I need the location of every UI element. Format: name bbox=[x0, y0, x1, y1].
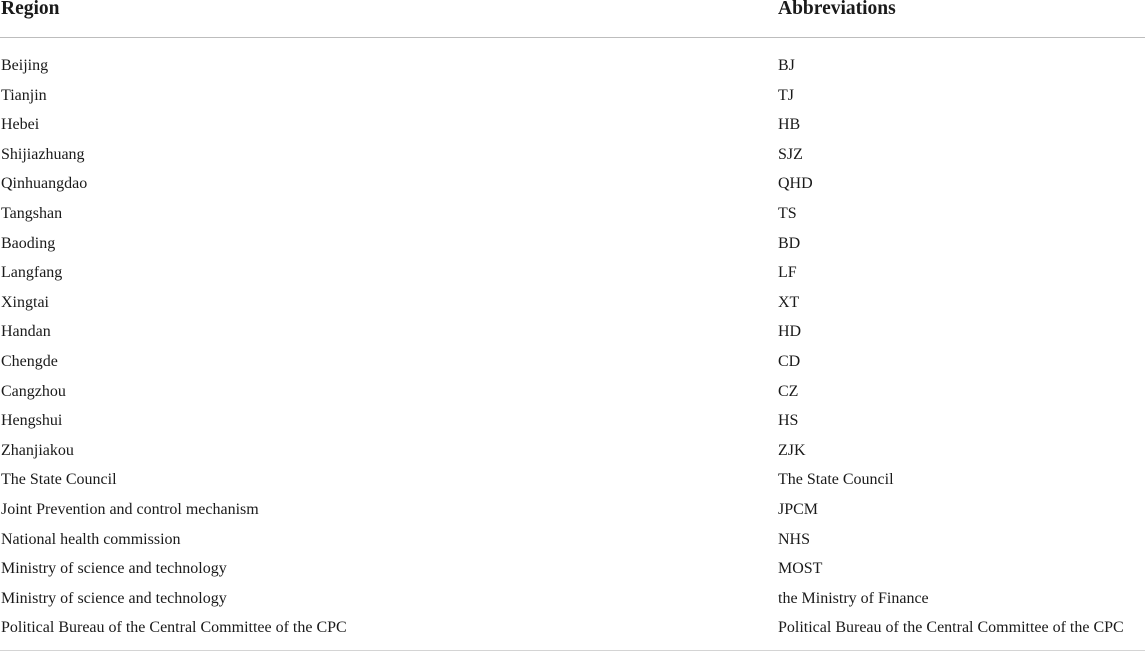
table-body bbox=[0, 38, 1145, 643]
table-row bbox=[0, 110, 1145, 140]
table-row bbox=[0, 495, 1145, 525]
cell-region: Joint Prevention and control mechanism bbox=[1, 500, 259, 518]
cell-region: Hebei bbox=[1, 116, 40, 134]
cell-region: Tangshan bbox=[1, 204, 63, 222]
cell-abbreviation: TS bbox=[778, 204, 797, 222]
cell-abbreviation: BJ bbox=[778, 57, 795, 74]
cell-region: Baoding bbox=[1, 234, 56, 252]
cell-region: Langfang bbox=[1, 264, 63, 282]
cell-abbreviation: TJ bbox=[778, 86, 794, 104]
table-row bbox=[0, 229, 1145, 259]
cell-region: Ministry of science and technology bbox=[1, 589, 227, 607]
table-row bbox=[0, 169, 1145, 199]
table-bottom-rule bbox=[0, 650, 1145, 651]
cell-abbreviation: NHS bbox=[778, 530, 811, 548]
table-row bbox=[0, 199, 1145, 229]
cell-abbreviation: SJZ bbox=[778, 145, 803, 163]
table-row bbox=[0, 347, 1145, 377]
cell-region: National health commission bbox=[1, 530, 181, 548]
cell-abbreviation: The State Council bbox=[778, 471, 894, 489]
cell-region: Beijing bbox=[1, 57, 49, 74]
column-header-region: Region bbox=[1, 0, 60, 19]
cell-abbreviation: XT bbox=[778, 293, 800, 311]
cell-abbreviation: LF bbox=[778, 264, 797, 282]
cell-abbreviation: CZ bbox=[778, 382, 799, 400]
table-row bbox=[0, 288, 1145, 318]
cell-region: Qinhuangdao bbox=[1, 175, 88, 193]
cell-region: Political Bureau of the Central Committee of the CPC bbox=[1, 619, 347, 637]
cell-region: Hengshui bbox=[1, 412, 63, 430]
cell-region: Tianjin bbox=[1, 86, 47, 104]
cell-abbreviation: CD bbox=[778, 352, 801, 370]
table-row bbox=[0, 317, 1145, 347]
table-row bbox=[0, 465, 1145, 495]
table-row bbox=[0, 377, 1145, 407]
table-row bbox=[0, 258, 1145, 288]
table-row bbox=[0, 140, 1145, 170]
table-header bbox=[0, 0, 1145, 38]
table-row bbox=[0, 525, 1145, 555]
cell-abbreviation: JPCM bbox=[778, 500, 819, 518]
cell-region: Zhanjiakou bbox=[1, 441, 74, 459]
column-header-abbreviations: Abbreviations bbox=[778, 0, 896, 19]
cell-abbreviation: Political Bureau of the Central Committee of the CPC bbox=[778, 619, 1124, 637]
cell-region: The State Council bbox=[1, 471, 117, 489]
cell-abbreviation: HS bbox=[778, 412, 799, 430]
cell-abbreviation: QHD bbox=[778, 175, 813, 193]
cell-abbreviation: HD bbox=[778, 323, 802, 341]
cell-region: Chengde bbox=[1, 352, 58, 370]
table-row bbox=[0, 613, 1145, 643]
cell-abbreviation: ZJK bbox=[778, 441, 806, 459]
cell-abbreviation: BD bbox=[778, 234, 801, 252]
cell-region: Shijiazhuang bbox=[1, 145, 85, 163]
cell-region: Cangzhou bbox=[1, 382, 66, 400]
table-row bbox=[0, 554, 1145, 584]
cell-region: Ministry of science and technology bbox=[1, 560, 227, 578]
cell-region: Handan bbox=[1, 323, 51, 341]
table-row bbox=[0, 51, 1145, 81]
table-row bbox=[0, 436, 1145, 466]
cell-region: Xingtai bbox=[1, 293, 49, 311]
cell-abbreviation: MOST bbox=[778, 560, 823, 578]
table-row bbox=[0, 406, 1145, 436]
table-row bbox=[0, 81, 1145, 111]
cell-abbreviation: the Ministry of Finance bbox=[778, 589, 929, 607]
cell-abbreviation: HB bbox=[778, 116, 801, 134]
table-row bbox=[0, 584, 1145, 614]
